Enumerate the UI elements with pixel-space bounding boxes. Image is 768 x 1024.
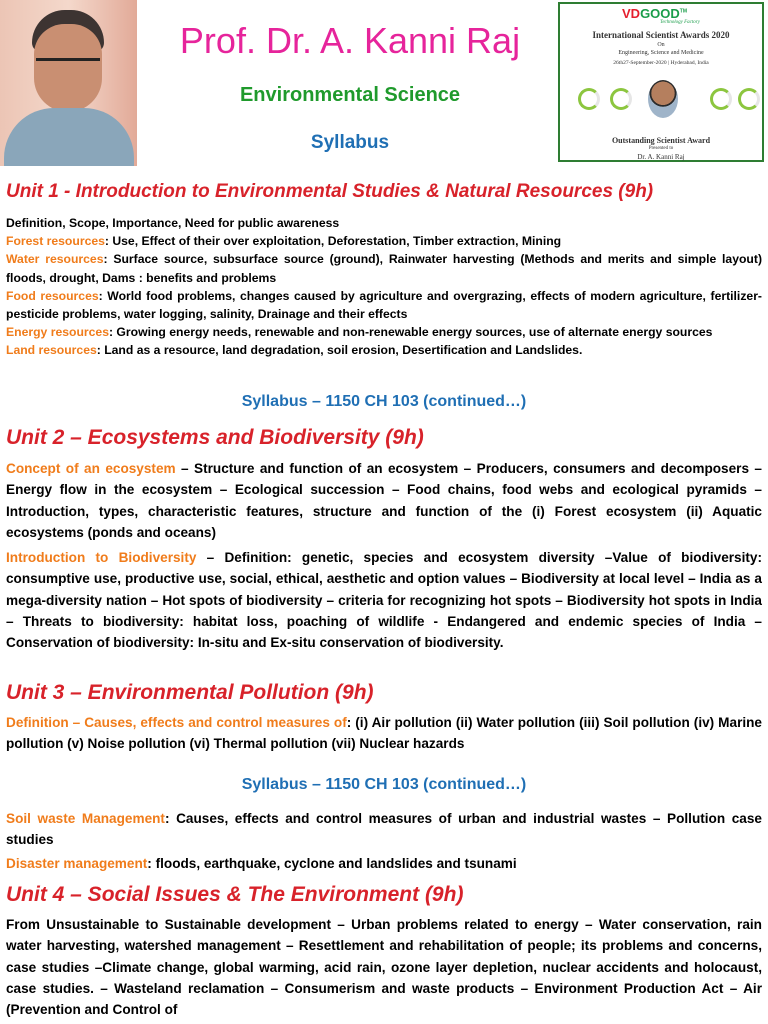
syllabus-continued: Syllabus – 1150 CH 103 (continued…) [241,776,527,793]
award-date-place: 26th27-September-2020 | Hyderabad, India [613,60,709,66]
award-event-title: International Scientist Awards 2020 [592,30,730,40]
unit2-ecosystem: Concept of an ecosystem – Structure and function of an ecosystem – Producers, consumers and decomposers – Energy flow in the ecosystem – Ecological succession – Food chains, food webs and ecological pyramids – Introduction, types, characteristic features, structure and function of the (i) Forest ecosystem (ii) Aquatic ecosystems (ponds and oceans) [6,461,762,540]
subject-title: Environmental Science [239,84,461,106]
syllabus-heading: Syllabus [310,132,390,153]
unit2-biodiversity: Introduction to Biodiversity – Definition: genetic, species and ecosystem diversity –Value of biodiversity: consumptive use, productive use, social, ethical, aesthetic and option values – Biodiversity at local level – India as a mega-diversity nation – Hot spots of biodiversity – criteria for recognizing hot spots – Biodiversity hot spots in India – Threats to biodiversity: habitat loss, poaching of wildlife - Endangered and endemic species of India – Conservation of biodiversity: In-situ and Ex-situ conservation of biodiversity. [6,550,762,651]
unit1-item: Water resources: Surface source, subsurface source (ground), Rainwater harvesting (Methods and merits and simple layout) floods, drought, Dams : benefits and problems [6,252,762,285]
award-recipient: Dr. A. Kanni Raj [637,153,685,161]
unit2-title: Unit 2 – Ecosystems and Biodiversity (9h) [6,426,424,449]
unit1-content [6,214,762,360]
unit1-item: Food resources: World food problems, changes caused by agriculture and overgrazing, effects of modern agriculture, fertilizer-pesticide problems, water logging, salinity, Drainage and their effects [6,288,762,322]
author-photo [0,0,137,166]
unit1-item: Energy resources: Growing energy needs, renewable and non-renewable energy sources, use of alternate energy sources [6,325,713,340]
unit2-content [6,458,762,654]
unit3-continued [6,808,762,874]
unit1-intro: Definition, Scope, Importance, Need for public awareness [6,216,340,230]
award-on: On [657,42,665,48]
unit1-item: Land resources: Land as a resource, land degradation, soil erosion, Desertification and Landslides. [6,343,583,358]
disaster-management: Disaster management: floods, earthquake, cyclone and landslides and tsunami [6,855,517,871]
unit3-title: Unit 3 – Environmental Pollution (9h) [6,681,374,704]
recipient-portrait [648,80,678,118]
award-name: Outstanding Scientist Award [611,136,711,145]
soil-waste-management: Soil waste Management: Causes, effects and control measures of urban and industrial wastes – Pollution case studies [6,811,762,848]
unit1-title: Unit 1 - Introduction to Environmental Studies & Natural Resources (9h) [6,181,654,202]
unit4-title: Unit 4 – Social Issues & The Environment (9h) [6,883,464,906]
unit3-content: Definition – Causes, effects and control measures of: (i) Air pollution (ii) Water pollution (iii) Soil pollution (iv) Marine pollution (v) Noise pollution (vi) Thermal pollution (vii) Nuclear hazards [6,715,762,752]
syllabus-continued: Syllabus – 1150 CH 103 (continued…) [241,393,527,410]
unit1-item: Forest resources: Use, Effect of their over exploitation, Deforestation, Timber extraction, Mining [6,234,562,249]
award-badges [570,80,754,120]
award-presented: Presented to [648,146,674,151]
logo-tagline: Technology Factory [660,20,700,25]
vdgood-logo: VDGOOD™ [622,6,688,21]
unit4-content: From Unsustainable to Sustainable development – Urban problems related to energy – Water conservation, rain water harvesting, watershed management – Resettlement and rehabilitation of people; its problems and concerns, case studies –Climate change, global warming, acid rain, ozone layer depletion, nuclear accidents and holocaust, case studies. – Wasteland reclamation – Consumerism and waste products – Environment Production Act – Air (Prevention and Control of [6,917,762,1018]
award-fields: Engineering, Science and Medicine [618,50,704,56]
author-name: Prof. Dr. A. Kanni Raj [179,20,521,61]
award-certificate [558,2,764,162]
